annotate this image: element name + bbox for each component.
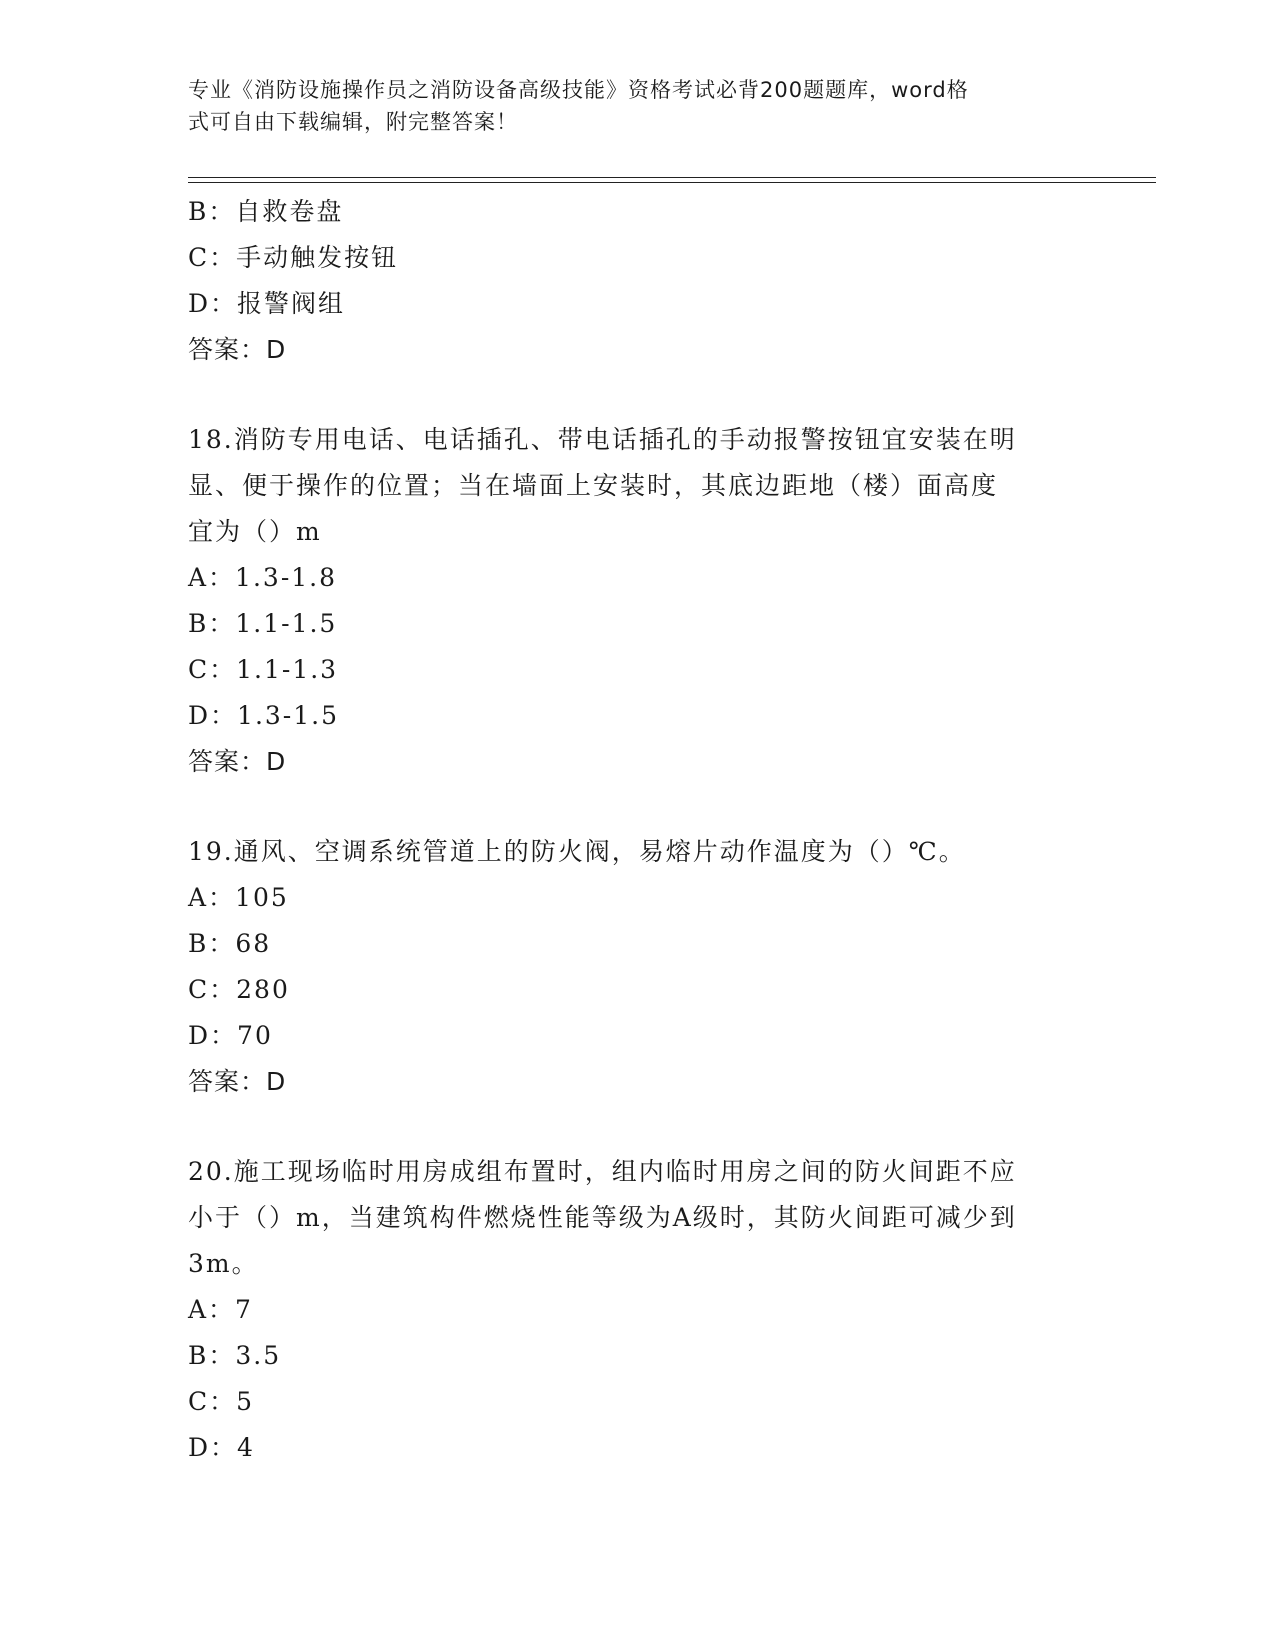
- option-c: C：280: [188, 975, 290, 1004]
- answer-line: 答案：D: [188, 335, 287, 364]
- option-a: A：105: [188, 883, 289, 912]
- spacer: [188, 785, 1088, 829]
- option-c: C：1.1-1.3: [188, 655, 339, 684]
- question-stem-line: 3m。: [188, 1249, 259, 1278]
- option-b: B：自救卷盘: [188, 197, 344, 226]
- header-divider-bottom: [188, 182, 1156, 183]
- spacer: [188, 373, 1088, 417]
- answer-line: 答案：D: [188, 747, 287, 776]
- option-c: C：手动触发按钮: [188, 243, 399, 272]
- question-stem-line: 19.通风、空调系统管道上的防火阀，易熔片动作温度为（）℃。: [188, 837, 966, 866]
- option-b: B：1.1-1.5: [188, 609, 338, 638]
- document-body: [188, 189, 1088, 1471]
- header-line-1: 专业《消防设施操作员之消防设备高级技能》资格考试必背200题题库，word格: [188, 78, 969, 102]
- document-header: [188, 74, 1068, 138]
- option-d: D：70: [188, 1021, 273, 1050]
- header-divider-top: [188, 177, 1156, 178]
- question-18: [188, 417, 1088, 785]
- question-stem-line: 18.消防专用电话、电话插孔、带电话插孔的手动报警按钮宜安装在明: [188, 425, 1017, 454]
- option-d: D：报警阀组: [188, 289, 346, 318]
- option-c: C：5: [188, 1387, 255, 1416]
- question-stem-line: 宜为（）m: [188, 517, 322, 546]
- question-stem-line: 小于（）m，当建筑构件燃烧性能等级为A级时，其防火间距可减少到: [188, 1203, 1017, 1232]
- question-19: [188, 829, 1088, 1105]
- option-d: D：1.3-1.5: [188, 701, 340, 730]
- spacer: [188, 1105, 1088, 1149]
- option-b: B：3.5: [188, 1341, 282, 1370]
- option-a: A：7: [188, 1295, 253, 1324]
- option-a: A：1.3-1.8: [188, 563, 338, 592]
- answer-line: 答案：D: [188, 1067, 287, 1096]
- option-d: D：4: [188, 1433, 255, 1462]
- question-17: [188, 189, 1088, 373]
- option-b: B：68: [188, 929, 272, 958]
- header-line-2: 式可自由下载编辑，附完整答案！: [188, 110, 518, 134]
- question-20: [188, 1149, 1088, 1471]
- question-stem-line: 20.施工现场临时用房成组布置时，组内临时用房之间的防火间距不应: [188, 1157, 1017, 1186]
- question-stem-line: 显、便于操作的位置；当在墙面上安装时，其底边距地（楼）面高度: [188, 471, 999, 500]
